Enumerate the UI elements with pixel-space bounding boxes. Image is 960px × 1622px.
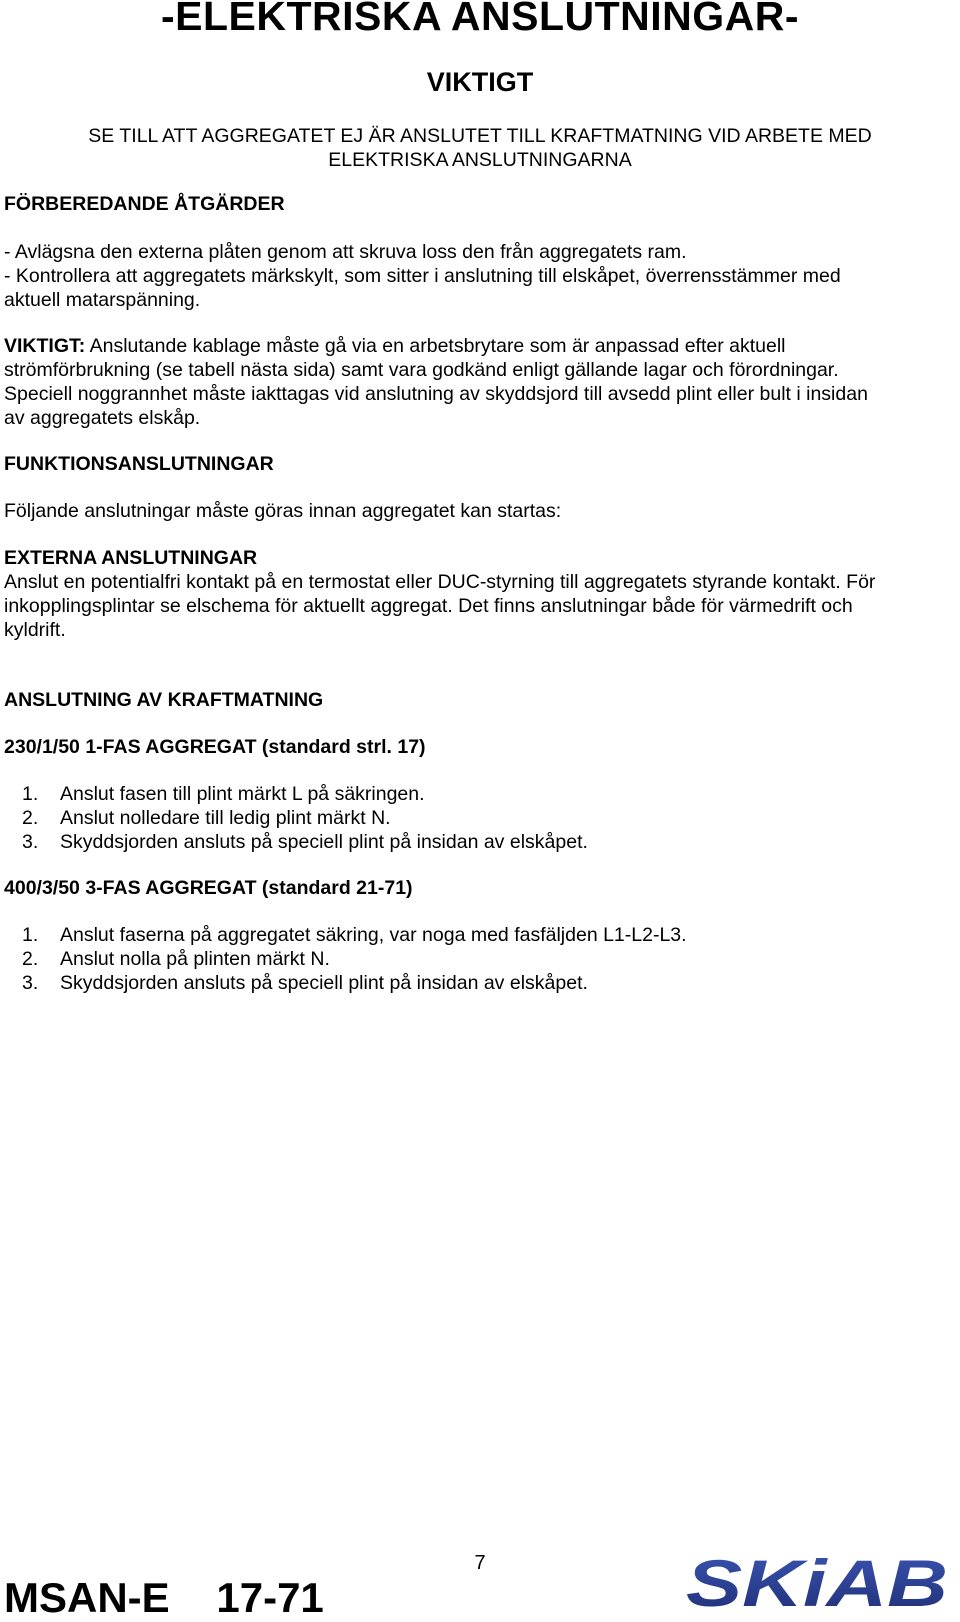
list-item: 2. Anslut nolla på plinten märkt N. <box>22 948 330 970</box>
list-item: 1. Anslut faserna på aggregatet säkring, var noga med fasfäljden L1-L2-L3. <box>22 924 687 946</box>
functions-heading: FUNKTIONSANSLUTNINGAR <box>4 453 274 475</box>
important-line-3: Speciell noggrannhet måste iakttagas vid anslutning av skyddsjord till avsedd plint eller bult i insidan <box>4 383 868 405</box>
footer-model-code <box>4 1574 324 1622</box>
page-number: 7 <box>474 1552 486 1574</box>
functions-intro: Följande anslutningar måste göras innan aggregatet kan startas: <box>4 500 562 522</box>
single-phase-steps <box>4 782 588 854</box>
single-phase-heading: 230/1/50 1-FAS AGGREGAT (standard strl. 17) <box>4 736 426 758</box>
prep-line-3: aktuell matarspänning. <box>4 289 201 311</box>
three-phase-heading: 400/3/50 3-FAS AGGREGAT (standard 21-71) <box>4 877 413 899</box>
external-line-3: kyldrift. <box>4 619 66 641</box>
list-item: 3. Skyddsjorden ansluts på speciell plint på insidan av elskåpet. <box>22 972 588 994</box>
list-item: 3. Skyddsjorden ansluts på speciell plint på insidan av elskåpet. <box>22 831 588 853</box>
warning-line-1: SE TILL ATT AGGREGATET EJ ÄR ANSLUTET TILL KRAFTMATNING VID ARBETE MED <box>88 125 872 147</box>
list-item: 1. Anslut fasen till plint märkt L på säkringen. <box>22 783 425 805</box>
logo-text: SKiAB <box>686 1548 948 1614</box>
warning-line-2: ELEKTRISKA ANSLUTNINGARNA <box>328 149 632 171</box>
prep-heading: FÖRBEREDANDE ÅTGÄRDER <box>4 193 285 215</box>
logo-graphic <box>686 1548 956 1614</box>
external-section <box>4 546 875 642</box>
prep-line-1: - Avlägsna den externa plåten genom att skruva loss den från aggregatets ram. <box>4 241 687 263</box>
warning-text <box>0 124 960 172</box>
page-title: -ELEKTRISKA ANSLUTNINGAR- <box>160 0 800 39</box>
prep-paragraph <box>4 240 841 312</box>
external-line-1: Anslut en potentialfri kontakt på en termostat eller DUC-styrning till aggregatets styrande kontakt. För <box>4 571 876 593</box>
important-line-4: av aggregatets elskåp. <box>4 407 201 429</box>
three-phase-steps <box>4 923 687 995</box>
important-line-1: Anslutande kablage måste gå via en arbetsbrytare som är anpassad efter aktuell <box>85 335 786 357</box>
list-item: 2. Anslut nolledare till ledig plint märkt N. <box>22 807 391 829</box>
external-heading: EXTERNA ANSLUTNINGAR <box>4 547 258 569</box>
important-label: VIKTIGT: <box>4 335 86 357</box>
footer-range: 17-71 <box>216 1574 324 1621</box>
power-heading: ANSLUTNING AV KRAFTMATNING <box>4 689 324 711</box>
important-line-2: strömförbrukning (se tabell nästa sida) samt vara godkänd enligt gällande lagar och förordningar. <box>4 359 839 381</box>
page-subtitle: VIKTIGT <box>426 67 534 97</box>
external-line-2: inkopplingsplintar se elschema för aktuellt aggregat. Det finns anslutningar både för värmedrift och <box>4 595 853 617</box>
prep-line-2: - Kontrollera att aggregatets märkskylt, som sitter i anslutning till elskåpet, överrensstämmer med <box>4 265 841 287</box>
footer-model: MSAN-E <box>4 1574 170 1621</box>
skiab-logo <box>686 1548 956 1619</box>
important-paragraph <box>4 334 868 430</box>
